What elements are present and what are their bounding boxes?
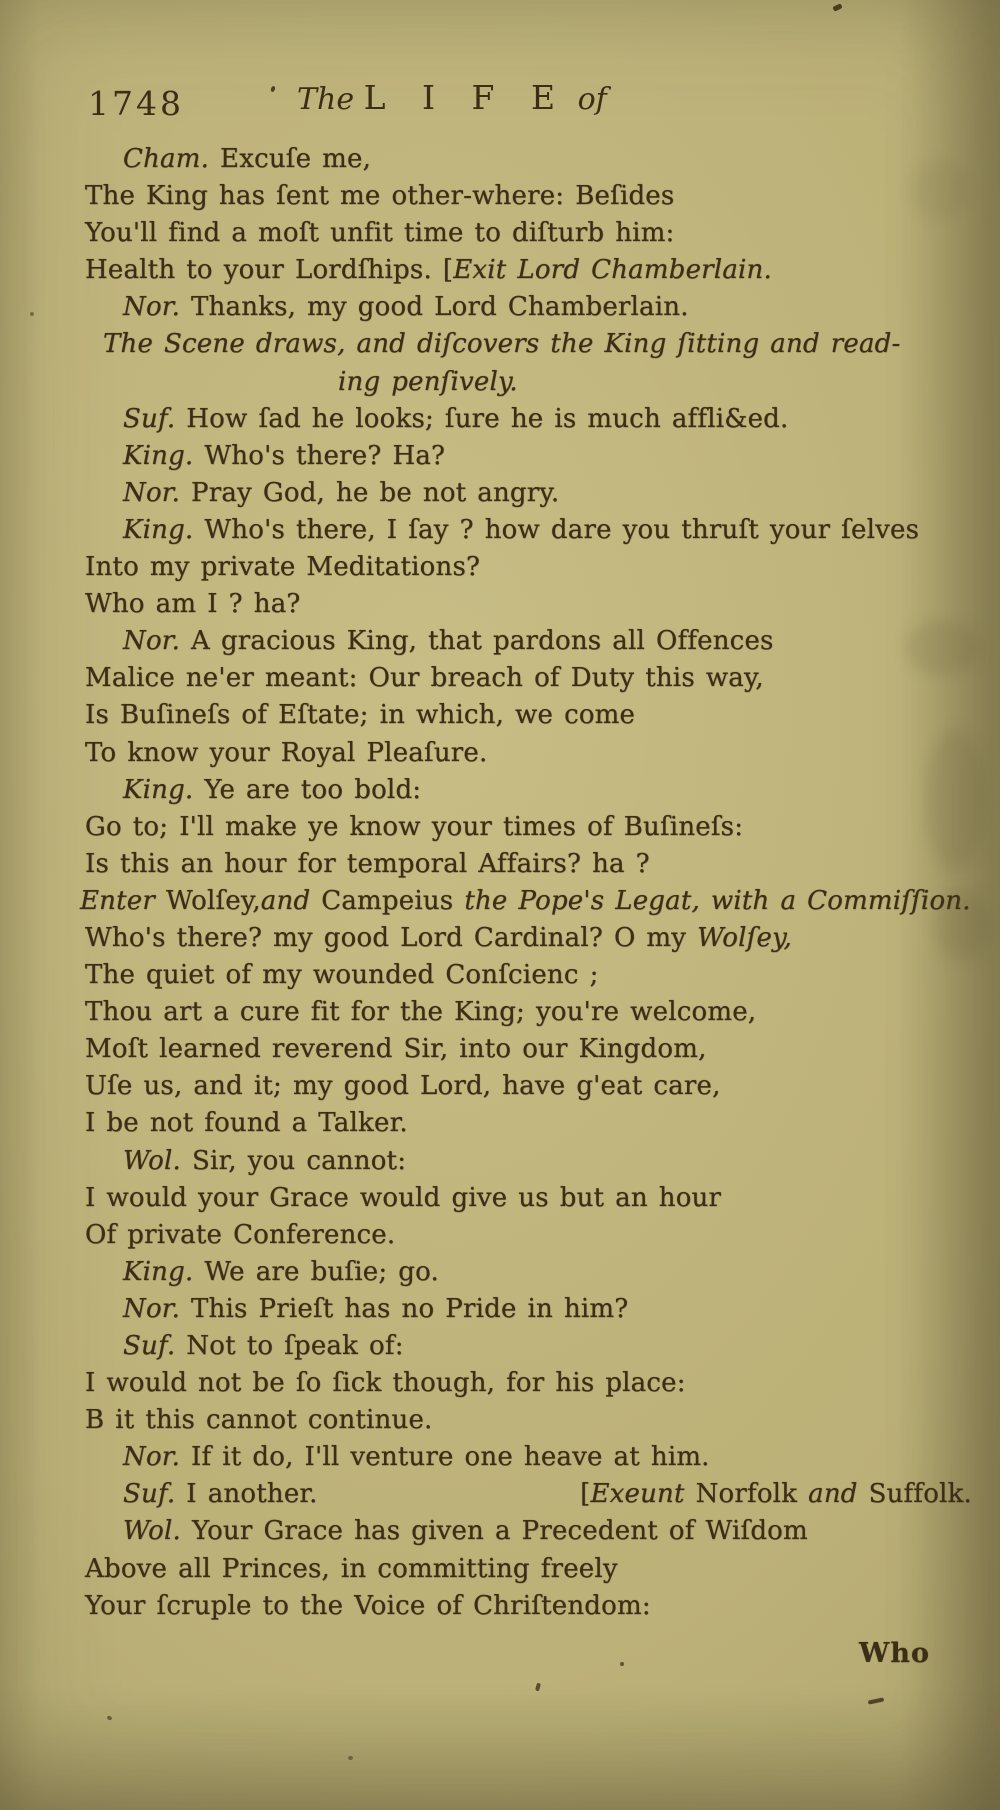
play-line [0, 178, 1000, 215]
text-segment: To know your Royal Pleaſure. [85, 737, 488, 768]
text-segment: Excuſe me, [209, 144, 372, 174]
play-line [0, 438, 1000, 475]
text-segment: the Pope's Legat, with a Commiſſion. [464, 885, 971, 916]
play-line [0, 1180, 1000, 1217]
play-line [0, 475, 1000, 512]
play-line [0, 1513, 1000, 1550]
play-line [0, 1402, 1000, 1439]
text-segment: Is Buſineſs of Eſtate; in which, we come [85, 700, 636, 731]
text-segment: Your Grace has given a Precedent of Wiſdom [181, 1516, 808, 1547]
text-segment: Nor. [123, 1293, 181, 1324]
text-segment: I would not be ſo ſick though, for his place: [85, 1368, 686, 1399]
text-segment: Health to your Lordſhips. [ [85, 255, 454, 286]
play-line [0, 215, 1000, 252]
text-segment: Is this an hour for temporal Affairs? ha ? [85, 848, 650, 879]
text-segment: L I F E [363, 78, 569, 117]
text-segment: King. [123, 514, 194, 545]
text-segment: Moſt learned reverend Sir, into our Kingdom, [85, 1034, 707, 1065]
play-line [0, 920, 1000, 957]
play-line [0, 1476, 1000, 1513]
play-line [0, 1291, 1000, 1328]
text-segment: Exeunt [590, 1479, 696, 1510]
text-segment: King. [123, 774, 194, 805]
text-segment: ing penſively. [338, 366, 518, 397]
text-segment: [ [580, 1479, 591, 1510]
text-segment: Into my private Meditations? [85, 552, 481, 583]
text-segment: and [260, 885, 322, 916]
text-segment: Not to ſpeak of: [175, 1331, 404, 1361]
text-segment: Ye are too bold: [193, 774, 422, 805]
text-segment: Nor. [123, 477, 181, 508]
text-segment: I be not found a Talker. [85, 1108, 408, 1139]
text-segment: Thanks, my good Lord Chamberlain. [180, 292, 689, 323]
text-segment: The [297, 82, 364, 117]
text-segment: Thou art a cure fit for the King; you're welcome, [85, 997, 757, 1028]
play-line [0, 512, 1000, 549]
text-segment: Suf. [123, 1479, 176, 1510]
play-line [0, 1031, 1000, 1068]
play-line [0, 326, 1000, 363]
play-line [0, 1217, 1000, 1254]
text-segment: Of private Conference. [85, 1219, 396, 1250]
play-text-block [0, 141, 1000, 1625]
text-segment: Suf. [123, 1331, 176, 1361]
text-segment: Nor. [123, 292, 181, 323]
page-number: 1748 [88, 84, 184, 123]
text-segment: Suffolk. [868, 1479, 972, 1510]
ink-speck [535, 1683, 541, 1692]
play-line [0, 994, 1000, 1031]
play-line [0, 809, 1000, 846]
text-segment: of [568, 82, 607, 117]
text-segment: The quiet of my wounded Conſcienc ; [85, 960, 599, 991]
play-line [0, 660, 1000, 697]
text-segment: Who's there, I ſay ? how dare you thruſt your ſelves [193, 514, 920, 545]
text-segment: Malice ne'er meant: Our breach of Duty this way, [85, 663, 764, 694]
text-segment: King. [123, 1256, 194, 1287]
text-segment: I would your Grace would give us but an hour [85, 1182, 722, 1213]
text-segment: Pray God, he be not angry. [180, 477, 560, 508]
text-segment: Nor. [123, 626, 181, 657]
text-segment: Enter [80, 885, 166, 916]
text-segment: Who's there? my good Lord Cardinal? O my [85, 922, 698, 953]
text-segment: Cham. [123, 144, 210, 174]
play-line [0, 623, 1000, 660]
text-segment: Sir, you cannot: [181, 1145, 407, 1176]
page-showthrough-smudge [935, 890, 990, 960]
play-line [0, 1439, 1000, 1476]
play-line [0, 1551, 1000, 1588]
text-segment: A gracious King, that pardons all Offences [180, 626, 774, 657]
play-line [0, 141, 1000, 178]
catchword: Who [859, 1638, 930, 1669]
play-line [0, 883, 1000, 920]
text-segment: This Prieſt has no Pride in him? [180, 1293, 629, 1324]
text-segment: Your ſcruple to the Voice of Chriſtendom: [85, 1590, 651, 1621]
page-showthrough-smudge [910, 160, 970, 220]
text-segment: Go to; I'll make ye know your times of Buſineſs: [85, 811, 744, 842]
ink-speck [832, 3, 842, 11]
ink-speck [620, 1662, 624, 1666]
play-line [0, 1105, 1000, 1142]
page-showthrough-smudge [905, 620, 980, 675]
text-segment: You'll find a moſt unfit time to diſturb him: [85, 218, 675, 249]
text-segment: How ſad he looks; ſure he is much affli&ed. [175, 403, 789, 434]
ink-speck [868, 1697, 884, 1704]
text-segment: Wol. [123, 1516, 181, 1547]
text-segment: B it this cannot continue. [85, 1405, 433, 1436]
play-line [0, 1143, 1000, 1180]
page-showthrough-smudge [925, 730, 985, 870]
text-segment: King. [123, 440, 194, 471]
play-line [0, 586, 1000, 623]
text-segment: Suf. [123, 403, 176, 434]
play-line [0, 252, 1000, 289]
text-segment: Wolſey, [697, 922, 792, 953]
ink-speck [30, 312, 34, 316]
text-segment: and [808, 1479, 869, 1510]
text-segment: We are buſie; go. [193, 1256, 439, 1287]
play-line [0, 957, 1000, 994]
ink-speck [106, 1715, 112, 1721]
play-line [0, 1365, 1000, 1402]
play-line [0, 1068, 1000, 1105]
play-line [0, 846, 1000, 883]
play-line [0, 549, 1000, 586]
text-segment: Who's there? Ha? [193, 440, 446, 471]
text-segment: Who am I ? ha? [85, 589, 301, 620]
play-line [0, 289, 1000, 326]
play-line [0, 1254, 1000, 1291]
play-line [0, 1588, 1000, 1625]
play-line [0, 772, 1000, 809]
text-segment: Norfolk [695, 1479, 809, 1510]
text-segment: Wolſey, [165, 885, 261, 916]
text-segment: Above all Princes, in committing freely [85, 1553, 618, 1584]
text-segment: The King has ſent me other-where: Beſides [85, 181, 675, 212]
play-line [0, 697, 1000, 734]
text-segment: Campeius [321, 885, 465, 916]
text-segment: I another. [175, 1479, 318, 1510]
text-segment: Exit Lord Chamberlain. [453, 255, 772, 286]
play-line [0, 401, 1000, 438]
text-segment: The Scene draws, and diſcovers the King ſitting and read- [103, 329, 901, 360]
text-segment: Wol. [123, 1145, 181, 1176]
text-segment: Nor. [123, 1442, 181, 1473]
running-title [297, 78, 607, 117]
play-line [0, 735, 1000, 772]
text-segment: If it do, I'll venture one heave at him. [180, 1442, 710, 1473]
ink-speck [348, 1756, 353, 1760]
text-segment: Uſe us, and it; my good Lord, have g'eat care, [85, 1071, 721, 1102]
play-line [0, 364, 1000, 401]
play-line [0, 1328, 1000, 1365]
